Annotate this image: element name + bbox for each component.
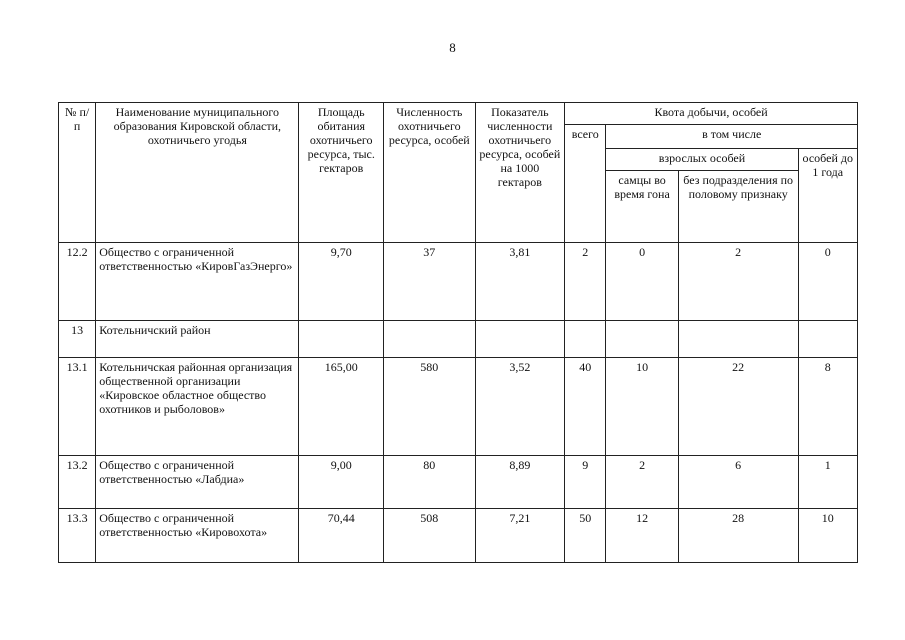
cell-males: 0: [606, 243, 678, 321]
cell-total: 9: [565, 456, 606, 509]
cell-area: 9,00: [299, 456, 384, 509]
cell-num: 13.3: [59, 509, 96, 563]
cell-count: [384, 321, 476, 358]
table-row: [59, 243, 858, 321]
cell-name: Общество с ограниченной ответственностью «Лабдиа»: [96, 456, 299, 509]
cell-count: 37: [384, 243, 476, 321]
header-num: № п/п: [59, 103, 96, 243]
cell-nosex: [678, 321, 798, 358]
table-row: [59, 509, 858, 563]
cell-name: Котельничский район: [96, 321, 299, 358]
cell-num: 13.1: [59, 358, 96, 456]
cell-count: 80: [384, 456, 476, 509]
header-density: Показатель численности охотничьего ресурса, особей на 1000 гектаров: [475, 103, 565, 243]
cell-juveniles: 10: [798, 509, 857, 563]
cell-area: 9,70: [299, 243, 384, 321]
cell-nosex: 6: [678, 456, 798, 509]
table-row: [59, 321, 858, 358]
cell-nosex: 22: [678, 358, 798, 456]
page-number: 8: [449, 40, 456, 55]
cell-males: 2: [606, 456, 678, 509]
cell-density: 7,21: [475, 509, 565, 563]
cell-juveniles: [798, 321, 857, 358]
header-males: самцы во время гона: [606, 171, 678, 243]
table-body: [59, 243, 858, 563]
cell-juveniles: 1: [798, 456, 857, 509]
header-total: всего: [565, 125, 606, 243]
cell-males: [606, 321, 678, 358]
cell-juveniles: 0: [798, 243, 857, 321]
cell-total: [565, 321, 606, 358]
cell-area: 165,00: [299, 358, 384, 456]
cell-count: 508: [384, 509, 476, 563]
cell-males: 12: [606, 509, 678, 563]
cell-total: 50: [565, 509, 606, 563]
cell-area: 70,44: [299, 509, 384, 563]
cell-juveniles: 8: [798, 358, 857, 456]
cell-num: 13: [59, 321, 96, 358]
cell-density: 3,81: [475, 243, 565, 321]
cell-total: 40: [565, 358, 606, 456]
header-nosex: без подразделения по половому признаку: [678, 171, 798, 243]
cell-density: 8,89: [475, 456, 565, 509]
table-header: [59, 103, 858, 243]
cell-num: 12.2: [59, 243, 96, 321]
header-adults: взрослых особей: [606, 149, 798, 171]
cell-males: 10: [606, 358, 678, 456]
header-juveniles: особей до 1 года: [798, 149, 857, 243]
header-name: Наименование муниципального образования Кировской области, охотничьего угодья: [96, 103, 299, 243]
cell-density: 3,52: [475, 358, 565, 456]
cell-name: Общество с ограниченной ответственностью «КировГазЭнерго»: [96, 243, 299, 321]
cell-num: 13.2: [59, 456, 96, 509]
cell-name: Общество с ограниченной ответственностью «Кировохота»: [96, 509, 299, 563]
cell-count: 580: [384, 358, 476, 456]
cell-density: [475, 321, 565, 358]
cell-name: Котельничская районная организация общественной организации «Кировское областное общество охотников и рыболовов»: [96, 358, 299, 456]
table-row: [59, 456, 858, 509]
cell-total: 2: [565, 243, 606, 321]
quota-table: [58, 102, 858, 563]
header-including: в том числе: [606, 125, 858, 149]
cell-nosex: 28: [678, 509, 798, 563]
cell-area: [299, 321, 384, 358]
table-row: [59, 358, 858, 456]
header-count: Численность охотничьего ресурса, особей: [384, 103, 476, 243]
header-quota: Квота добычи, особей: [565, 103, 858, 125]
header-area: Площадь обитания охотничьего ресурса, тыс. гектаров: [299, 103, 384, 243]
cell-nosex: 2: [678, 243, 798, 321]
